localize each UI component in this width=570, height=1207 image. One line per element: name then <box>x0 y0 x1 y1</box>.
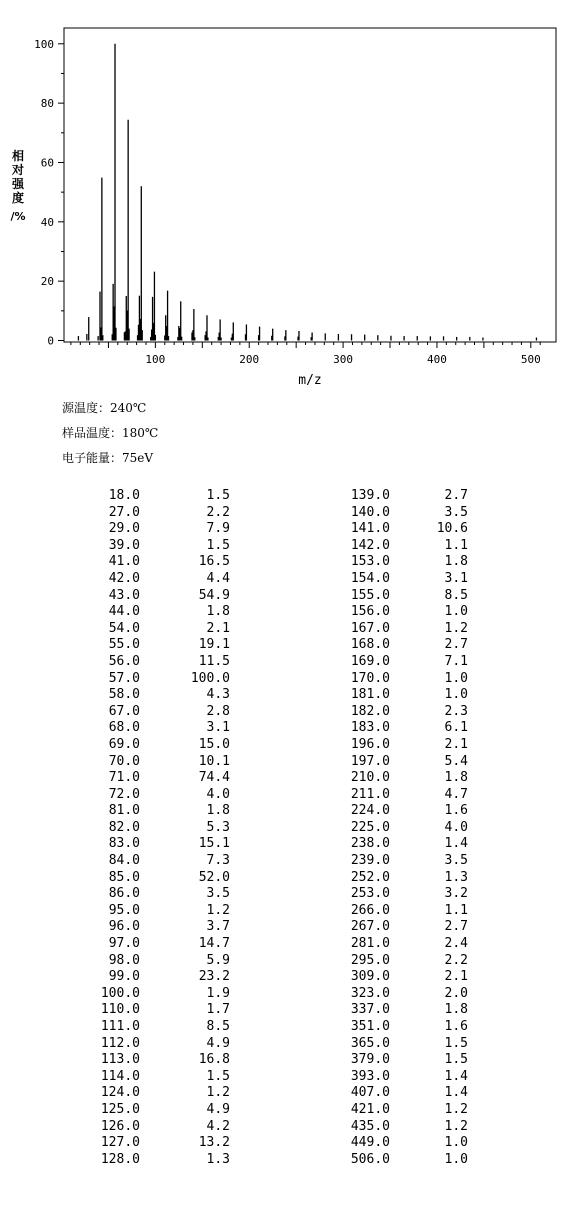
intensity-cell: 4.0 <box>444 819 468 835</box>
intensity-cell: 3.5 <box>444 853 468 869</box>
y-tick-label: 0 <box>47 334 54 348</box>
table-row <box>0 737 570 754</box>
mz-cell: 295.0 <box>350 952 390 968</box>
intensity-cell: 1.5 <box>206 488 230 503</box>
mz-cell: 67.0 <box>108 703 140 719</box>
intensity-cell: 1.0 <box>444 1135 468 1151</box>
intensity-cell: 4.2 <box>206 1118 230 1134</box>
y-tick-label: 20 <box>40 275 54 289</box>
mz-cell: 99.0 <box>108 969 140 985</box>
intensity-cell: 1.2 <box>206 1085 230 1101</box>
intensity-cell: 1.5 <box>206 537 230 553</box>
table-row <box>0 1102 570 1119</box>
table-row <box>0 803 570 820</box>
table-row <box>0 505 570 522</box>
table-row <box>0 886 570 903</box>
mz-cell: 183.0 <box>350 720 390 736</box>
mz-cell: 56.0 <box>108 653 140 669</box>
mz-cell: 309.0 <box>350 969 390 985</box>
table-row <box>0 604 570 621</box>
intensity-cell: 3.5 <box>206 886 230 902</box>
mz-cell: 86.0 <box>108 886 140 902</box>
mz-cell: 114.0 <box>100 1068 140 1084</box>
peaks-layer <box>78 44 536 341</box>
mz-cell: 196.0 <box>350 736 390 752</box>
mz-cell: 154.0 <box>350 570 390 586</box>
mz-cell: 39.0 <box>108 537 140 553</box>
intensity-cell: 1.0 <box>444 687 468 703</box>
intensity-cell: 1.2 <box>444 1101 468 1117</box>
x-axis-label: m/z <box>298 373 322 388</box>
mz-cell: 168.0 <box>350 637 390 653</box>
plot-frame <box>64 28 556 342</box>
table-row <box>0 1019 570 1036</box>
table-row <box>0 986 570 1003</box>
y-tick-label: 80 <box>40 97 54 111</box>
mz-cell: 71.0 <box>108 770 140 786</box>
table-row <box>0 621 570 638</box>
experiment-conditions <box>62 396 158 471</box>
intensity-cell: 4.9 <box>206 1101 230 1117</box>
table-row <box>0 787 570 804</box>
intensity-cell: 14.7 <box>198 936 230 952</box>
intensity-cell: 8.5 <box>206 1019 230 1034</box>
source-temperature: 源温度：240℃ <box>62 401 147 415</box>
table-row <box>0 953 570 970</box>
table-row <box>0 969 570 986</box>
table-row <box>0 654 570 671</box>
mz-cell: 156.0 <box>350 604 390 620</box>
intensity-cell: 2.1 <box>444 969 468 985</box>
mass-spectrum-chart <box>0 0 570 395</box>
intensity-cell: 1.2 <box>444 620 468 636</box>
x-tick-label: 300 <box>333 353 354 366</box>
mz-cell: 197.0 <box>350 753 390 769</box>
mz-cell: 266.0 <box>350 902 390 918</box>
y-tick-label: 60 <box>40 156 54 170</box>
mz-cell: 167.0 <box>350 620 390 636</box>
mz-cell: 29.0 <box>108 521 140 537</box>
mz-cell: 449.0 <box>350 1135 390 1151</box>
mz-cell: 139.0 <box>350 488 390 503</box>
mz-cell: 55.0 <box>108 637 140 653</box>
intensity-cell: 3.1 <box>444 570 468 586</box>
intensity-cell: 1.0 <box>444 604 468 620</box>
intensity-cell: 1.1 <box>444 902 468 918</box>
intensity-cell: 1.4 <box>444 836 468 852</box>
intensity-cell: 1.6 <box>444 1019 468 1034</box>
table-row <box>0 1036 570 1053</box>
mz-cell: 18.0 <box>108 488 140 503</box>
intensity-cell: 6.1 <box>444 720 468 736</box>
intensity-cell: 52.0 <box>198 869 230 885</box>
table-row <box>0 1085 570 1102</box>
intensity-cell: 19.1 <box>198 637 230 653</box>
mz-cell: 238.0 <box>350 836 390 852</box>
table-row <box>0 936 570 953</box>
mz-cell: 111.0 <box>100 1019 140 1034</box>
table-row <box>0 903 570 920</box>
mz-cell: 435.0 <box>350 1118 390 1134</box>
intensity-cell: 15.0 <box>198 736 230 752</box>
intensity-cell: 2.7 <box>444 637 468 653</box>
mz-cell: 113.0 <box>100 1052 140 1068</box>
table-row <box>0 1152 570 1169</box>
mz-cell: 141.0 <box>350 521 390 537</box>
mz-cell: 267.0 <box>350 919 390 935</box>
intensity-cell: 2.1 <box>444 736 468 752</box>
mz-cell: 210.0 <box>350 770 390 786</box>
intensity-cell: 1.6 <box>444 803 468 819</box>
intensity-cell: 1.8 <box>444 554 468 570</box>
mz-cell: 225.0 <box>350 819 390 835</box>
table-row <box>0 488 570 505</box>
intensity-cell: 1.2 <box>206 902 230 918</box>
intensity-cell: 5.4 <box>444 753 468 769</box>
mz-cell: 83.0 <box>108 836 140 852</box>
intensity-cell: 10.1 <box>198 753 230 769</box>
mz-cell: 44.0 <box>108 604 140 620</box>
intensity-cell: 11.5 <box>198 653 230 669</box>
x-tick-label: 100 <box>145 353 166 366</box>
mz-cell: 125.0 <box>100 1101 140 1117</box>
y-tick-label: 40 <box>40 215 54 229</box>
mz-cell: 182.0 <box>350 703 390 719</box>
intensity-cell: 4.0 <box>206 786 230 802</box>
intensity-cell: 1.7 <box>206 1002 230 1018</box>
intensity-cell: 1.4 <box>444 1068 468 1084</box>
intensity-cell: 4.4 <box>206 570 230 586</box>
intensity-cell: 2.8 <box>206 703 230 719</box>
y-axis <box>34 38 64 348</box>
mz-cell: 181.0 <box>350 687 390 703</box>
mz-cell: 98.0 <box>108 952 140 968</box>
intensity-cell: 4.3 <box>206 687 230 703</box>
intensity-cell: 3.7 <box>206 919 230 935</box>
mz-cell: 128.0 <box>100 1151 140 1167</box>
table-row <box>0 919 570 936</box>
intensity-cell: 1.8 <box>206 803 230 819</box>
electron-energy: 电子能量：75eV <box>62 451 154 465</box>
intensity-cell: 4.9 <box>206 1035 230 1051</box>
intensity-cell: 1.9 <box>206 985 230 1001</box>
mz-cell: 96.0 <box>108 919 140 935</box>
intensity-cell: 15.1 <box>198 836 230 852</box>
table-row <box>0 754 570 771</box>
intensity-cell: 2.0 <box>444 985 468 1001</box>
mz-cell: 85.0 <box>108 869 140 885</box>
intensity-cell: 2.7 <box>444 488 468 503</box>
mz-cell: 323.0 <box>350 985 390 1001</box>
mz-cell: 72.0 <box>108 786 140 802</box>
mz-cell: 110.0 <box>100 1002 140 1018</box>
mz-cell: 142.0 <box>350 537 390 553</box>
intensity-cell: 23.2 <box>198 969 230 985</box>
intensity-cell: 1.0 <box>444 670 468 686</box>
table-row <box>0 588 570 605</box>
mz-cell: 100.0 <box>100 985 140 1001</box>
intensity-cell: 7.9 <box>206 521 230 537</box>
mz-cell: 41.0 <box>108 554 140 570</box>
intensity-cell: 5.3 <box>206 819 230 835</box>
table-row <box>0 554 570 571</box>
mz-cell: 69.0 <box>108 736 140 752</box>
intensity-cell: 2.3 <box>444 703 468 719</box>
intensity-cell: 16.8 <box>198 1052 230 1068</box>
x-tick-label: 200 <box>239 353 260 366</box>
mz-cell: 281.0 <box>350 936 390 952</box>
x-tick-label: 500 <box>520 353 541 366</box>
intensity-cell: 10.6 <box>436 521 468 537</box>
intensity-cell: 3.5 <box>444 504 468 520</box>
x-tick-label: 400 <box>427 353 447 366</box>
peak-table-right <box>0 488 570 1168</box>
intensity-cell: 1.4 <box>444 1085 468 1101</box>
mz-cell: 155.0 <box>350 587 390 603</box>
mz-cell: 97.0 <box>108 936 140 952</box>
table-row <box>0 820 570 837</box>
table-row <box>0 571 570 588</box>
mz-cell: 379.0 <box>350 1052 390 1068</box>
intensity-cell: 8.5 <box>444 587 468 603</box>
mz-cell: 169.0 <box>350 653 390 669</box>
table-row <box>0 720 570 737</box>
table-row <box>0 704 570 721</box>
intensity-cell: 1.3 <box>444 869 468 885</box>
table-row <box>0 853 570 870</box>
intensity-cell: 3.1 <box>206 720 230 736</box>
table-row <box>0 687 570 704</box>
mz-cell: 224.0 <box>350 803 390 819</box>
table-row <box>0 1069 570 1086</box>
intensity-cell: 2.2 <box>444 952 468 968</box>
table-row <box>0 538 570 555</box>
mz-cell: 365.0 <box>350 1035 390 1051</box>
mz-cell: 95.0 <box>108 902 140 918</box>
intensity-cell: 5.9 <box>206 952 230 968</box>
mz-cell: 27.0 <box>108 504 140 520</box>
intensity-cell: 1.3 <box>206 1151 230 1167</box>
y-axis-label: 相对强度/% <box>10 149 26 223</box>
mz-cell: 84.0 <box>108 853 140 869</box>
intensity-cell: 1.1 <box>444 537 468 553</box>
mz-cell: 57.0 <box>108 670 140 686</box>
table-row <box>0 1119 570 1136</box>
table-row <box>0 671 570 688</box>
intensity-cell: 2.4 <box>444 936 468 952</box>
intensity-cell: 7.1 <box>444 653 468 669</box>
y-tick-label: 100 <box>34 37 54 51</box>
mz-cell: 407.0 <box>350 1085 390 1101</box>
intensity-cell: 3.2 <box>444 886 468 902</box>
mz-cell: 126.0 <box>100 1118 140 1134</box>
intensity-cell: 1.2 <box>444 1118 468 1134</box>
mz-cell: 140.0 <box>350 504 390 520</box>
mz-cell: 252.0 <box>350 869 390 885</box>
table-row <box>0 521 570 538</box>
table-row <box>0 1002 570 1019</box>
mz-cell: 81.0 <box>108 803 140 819</box>
mz-cell: 54.0 <box>108 620 140 636</box>
intensity-cell: 1.8 <box>206 604 230 620</box>
mz-cell: 337.0 <box>350 1002 390 1018</box>
intensity-cell: 1.8 <box>444 1002 468 1018</box>
intensity-cell: 2.2 <box>206 504 230 520</box>
table-row <box>0 770 570 787</box>
x-axis <box>71 342 541 366</box>
mz-cell: 82.0 <box>108 819 140 835</box>
mz-cell: 239.0 <box>350 853 390 869</box>
intensity-cell: 54.9 <box>198 587 230 603</box>
intensity-cell: 74.4 <box>198 770 230 786</box>
mz-cell: 43.0 <box>108 587 140 603</box>
intensity-cell: 2.7 <box>444 919 468 935</box>
mz-cell: 351.0 <box>350 1019 390 1034</box>
mz-cell: 58.0 <box>108 687 140 703</box>
mz-cell: 393.0 <box>350 1068 390 1084</box>
intensity-cell: 1.5 <box>206 1068 230 1084</box>
mz-cell: 68.0 <box>108 720 140 736</box>
sample-temperature: 样品温度：180℃ <box>62 426 159 440</box>
intensity-cell: 1.0 <box>444 1151 468 1167</box>
table-row <box>0 1052 570 1069</box>
mz-cell: 153.0 <box>350 554 390 570</box>
intensity-cell: 1.5 <box>444 1035 468 1051</box>
mz-cell: 506.0 <box>350 1151 390 1167</box>
table-row <box>0 870 570 887</box>
mz-cell: 127.0 <box>100 1135 140 1151</box>
intensity-cell: 1.8 <box>444 770 468 786</box>
mz-cell: 42.0 <box>108 570 140 586</box>
intensity-cell: 1.5 <box>444 1052 468 1068</box>
intensity-cell: 4.7 <box>444 786 468 802</box>
table-row <box>0 1135 570 1152</box>
intensity-cell: 7.3 <box>206 853 230 869</box>
table-row <box>0 836 570 853</box>
intensity-cell: 13.2 <box>198 1135 230 1151</box>
mz-cell: 112.0 <box>100 1035 140 1051</box>
mz-cell: 211.0 <box>350 786 390 802</box>
intensity-cell: 100.0 <box>190 670 230 686</box>
intensity-cell: 16.5 <box>198 554 230 570</box>
mz-cell: 70.0 <box>108 753 140 769</box>
mz-cell: 421.0 <box>350 1101 390 1117</box>
mz-cell: 253.0 <box>350 886 390 902</box>
mz-cell: 170.0 <box>350 670 390 686</box>
intensity-cell: 2.1 <box>206 620 230 636</box>
table-row <box>0 637 570 654</box>
mz-cell: 124.0 <box>100 1085 140 1101</box>
